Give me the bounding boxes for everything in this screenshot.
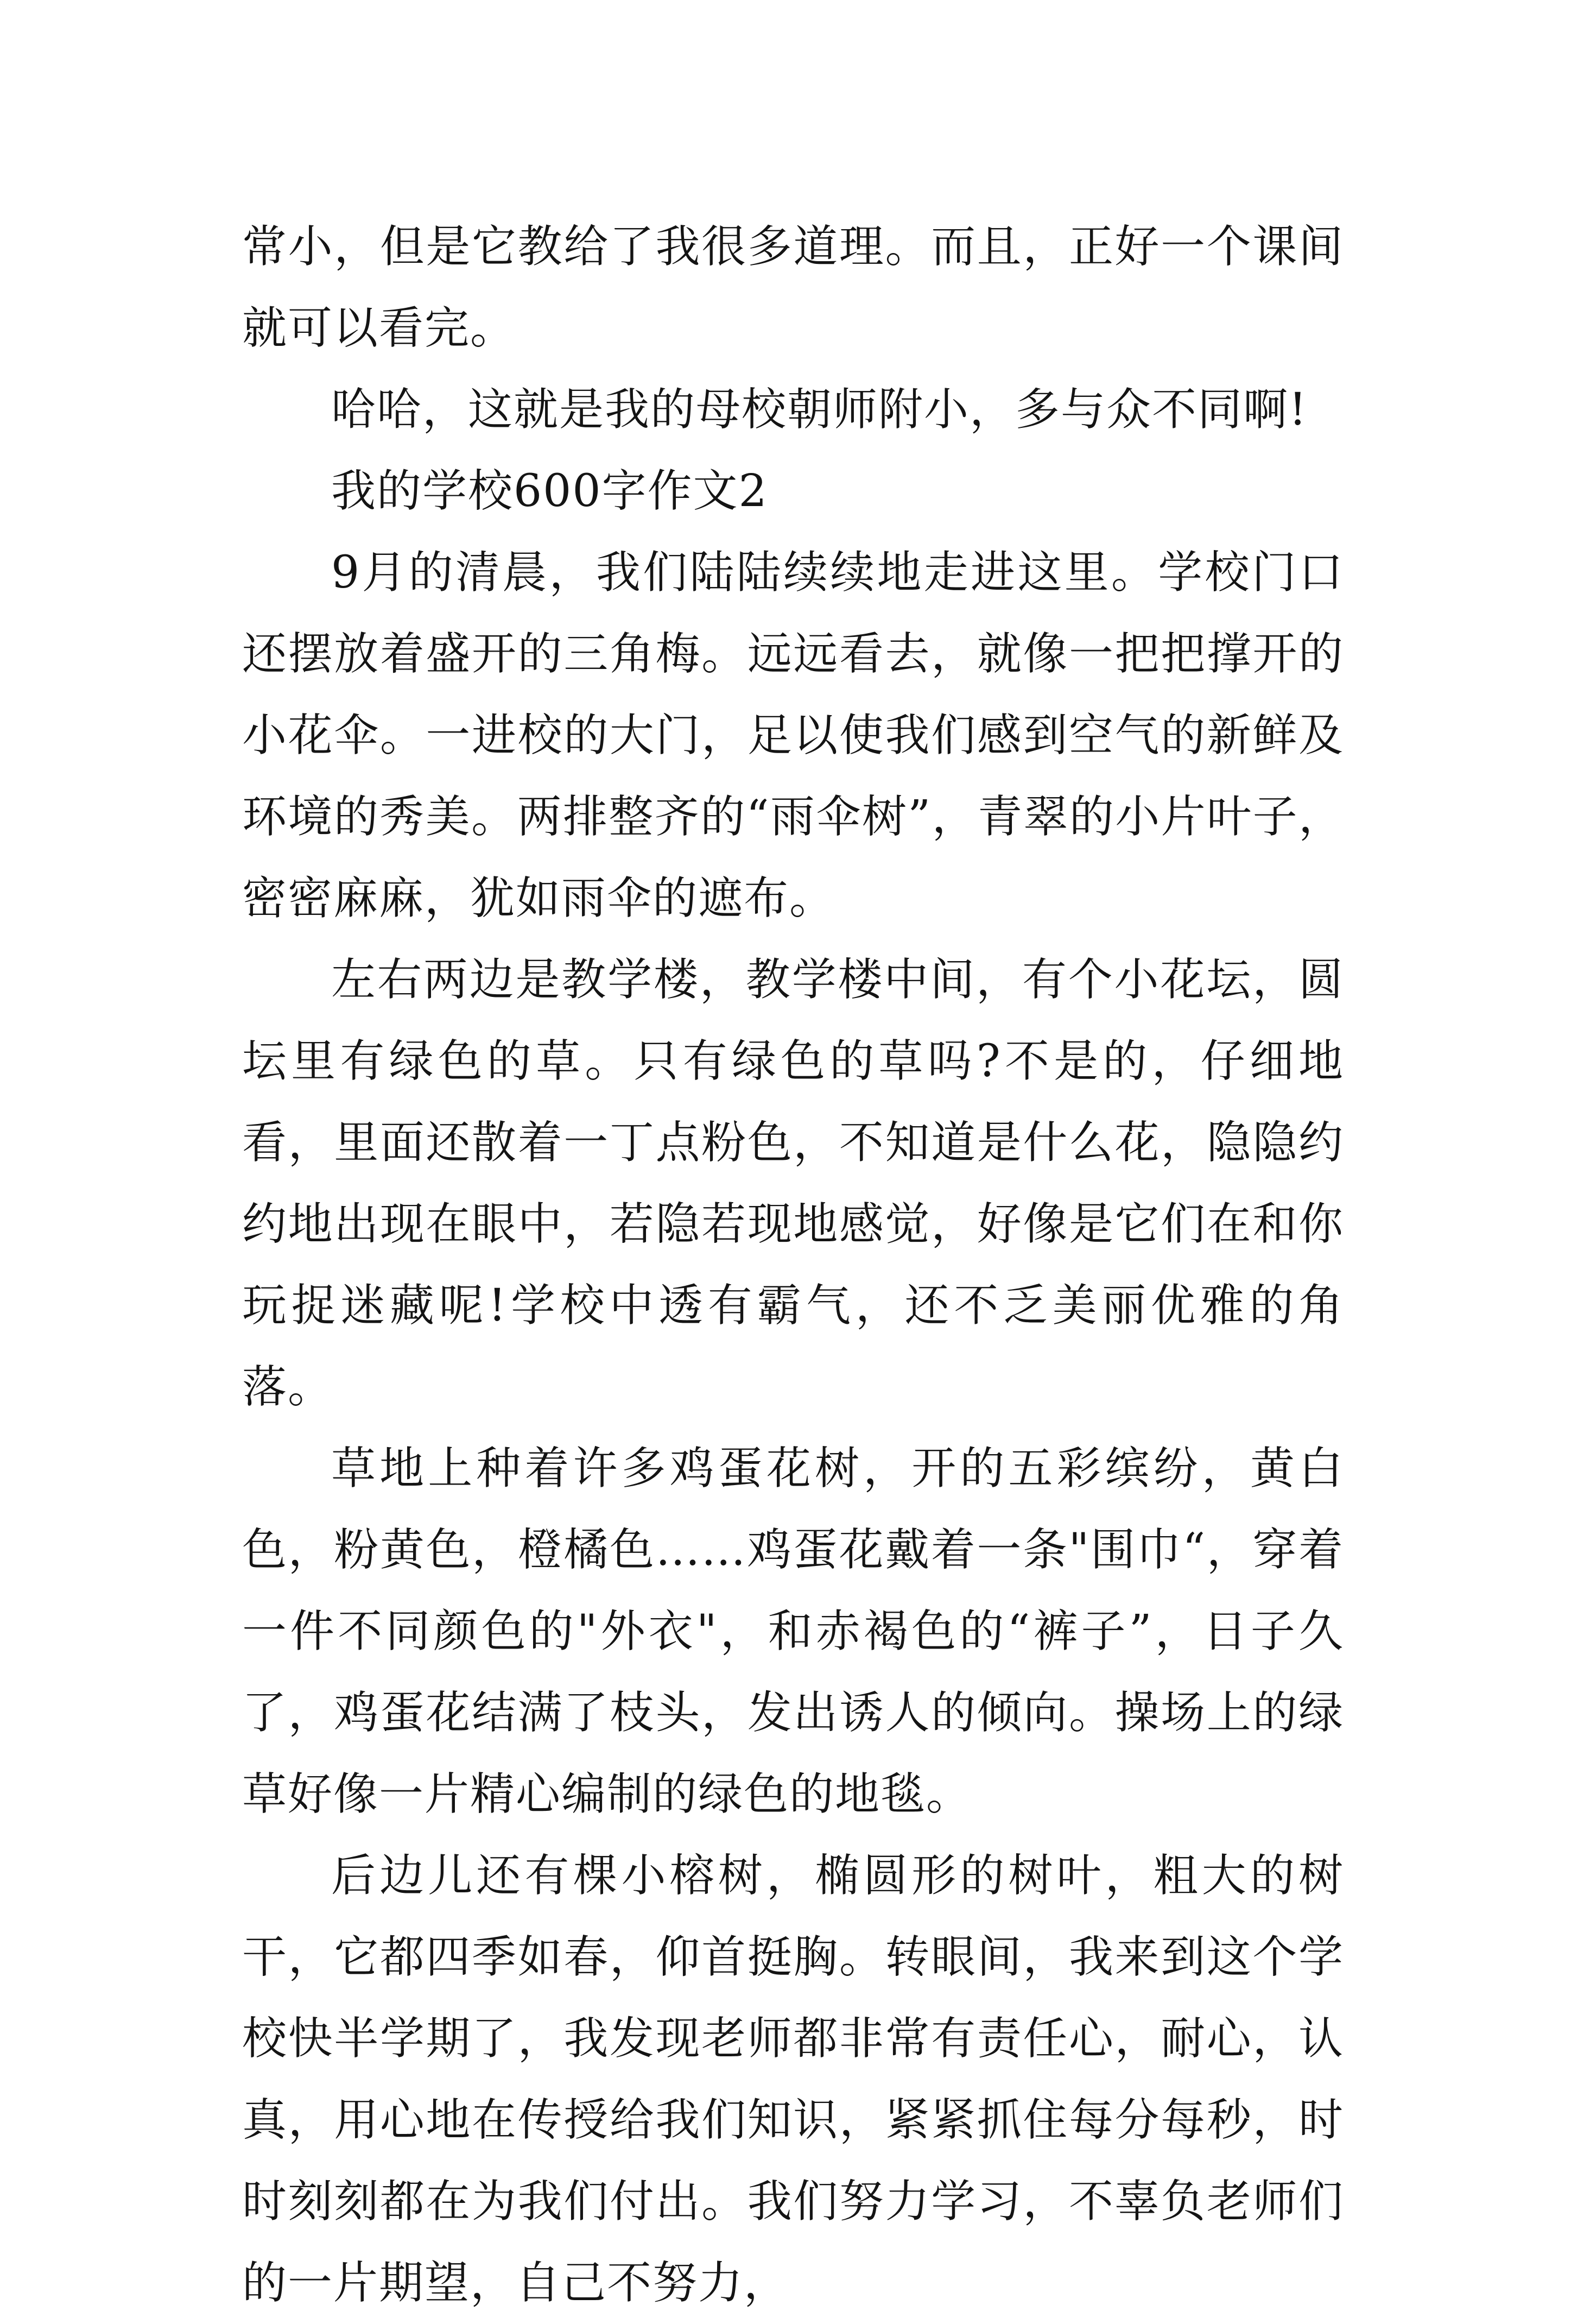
paragraph-banyan: 后边儿还有棵小榕树，椭圆形的树叶，粗大的树干，它都四季如春，仰首挺胸。转眼间，我来到这个学校快半学期了，我发现老师都非常有责任心，耐心，认真，用心地在传授给我们知识，紧紧抓住每分每秒，时时刻刻都在为我们付出。我们努力学习，不辜负老师们的一片期望，自己不努力，	[242, 1850, 1344, 2309]
paragraph-continuation: 常小，但是它教给了我很多道理。而且，正好一个课间就可以看完。	[242, 221, 1344, 354]
essay-title: 我的学校600字作文2	[331, 465, 768, 517]
paragraph-frangipani: 草地上种着许多鸡蛋花树，开的五彩缤纷，黄白色，粉黄色，橙橘色……鸡蛋花戴着一条"围巾“，穿着一件不同颜色的"外衣"，和赤褐色的“裤子”，日子久了，鸡蛋花结满了枝头，发出诱人的倾向。操场上的绿草好像一片精心编制的绿色的地毯。	[242, 1443, 1344, 1820]
paragraph-entrance: 9月的清晨，我们陆陆续续地走进这里。学校门口还摆放着盛开的三角梅。远远看去，就像一把把撑开的小花伞。一进校的大门，足以使我们感到空气的新鲜及环境的秀美。两排整齐的“雨伞树”，青翠的小片叶子，密密麻麻，犹如雨伞的遮布。	[242, 547, 1344, 924]
essay-body	[242, 206, 1344, 2324]
paragraph-exclamation: 哈哈，这就是我的母校朝师附小，多与众不同啊!	[331, 384, 1308, 435]
paragraph-flowerbed: 左右两边是教学楼，教学楼中间，有个小花坛，圆坛里有绿色的草。只有绿色的草吗?不是的，仔细地看，里面还散着一丁点粉色，不知道是什么花，隐隐约约地出现在眼中，若隐若现地感觉，好像是它们在和你玩捉迷藏呢!学校中透有霸气，还不乏美丽优雅的角落。	[242, 954, 1344, 1413]
